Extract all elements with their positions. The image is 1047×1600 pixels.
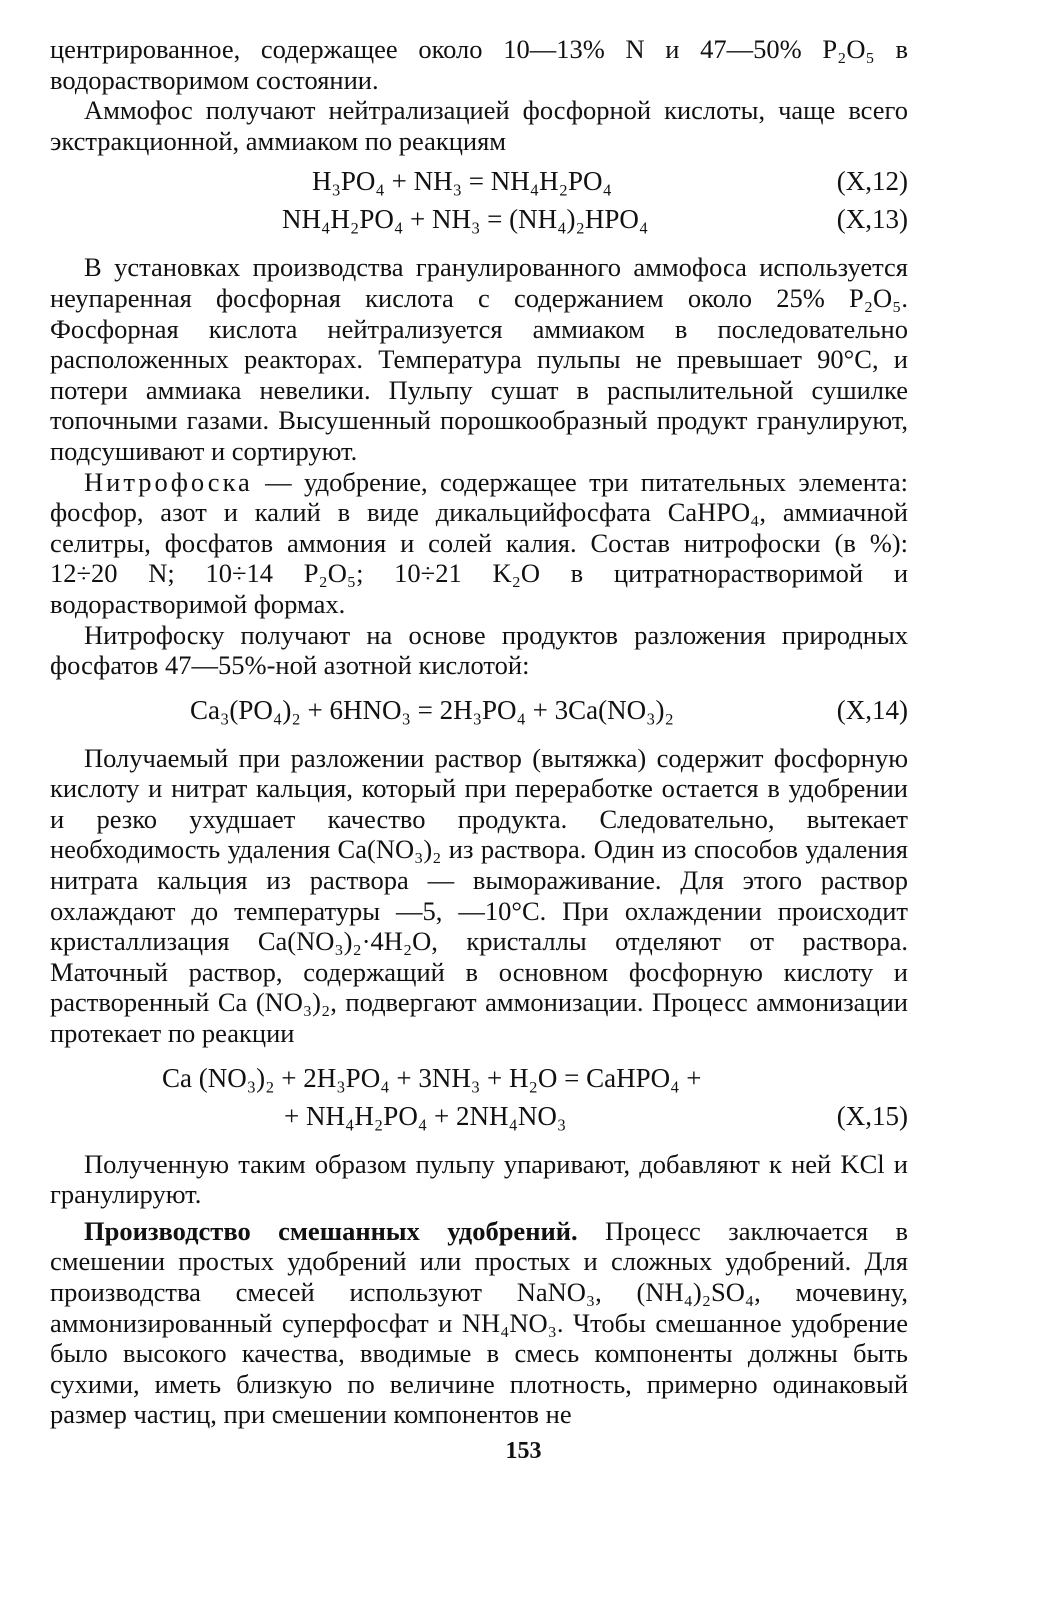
- section-heading: Производство смешанных удобрений.: [84, 1215, 578, 1246]
- equation-number: (X,13): [836, 204, 908, 235]
- equation-x14: [50, 691, 908, 729]
- equation-number: (X,14): [836, 694, 908, 725]
- equation-formula: + NH₄H₂PO₄ + 2NH₄NO₃: [284, 1100, 567, 1131]
- paragraph-mixed-fertilizers: [50, 1216, 908, 1430]
- paragraph-nitrophoska-definition: [50, 467, 908, 620]
- equation-number: (X,12): [836, 166, 908, 197]
- paragraph-continuation: центрированное, содержащее около 10—13% N и 47—50% P₂O₅ в водорастворимом состоянии.: [50, 34, 908, 95]
- paragraph-nitrophoska-production: Нитрофоску получают на основе продуктов разложения природных фосфатов 47—55%-ной азотной кислотой:: [50, 619, 908, 681]
- equation-number: (X,15): [836, 1100, 908, 1131]
- page-body: [50, 34, 908, 1430]
- term-nitrophoska: Нитрофоска: [84, 466, 253, 497]
- equation-formula: NH₄H₂PO₄ + NH₃ = (NH₄)₂HPO₄: [282, 204, 649, 235]
- equation-formula: Ca₃(PO₄)₂ + 6HNO₃ = 2H₃PO₄ + 3Ca(NO₃)₂: [190, 694, 674, 725]
- paragraph-granulation: Полученную таким образом пульпу упаривают, добавляют к ней KCl и гранулируют.: [50, 1148, 908, 1210]
- paragraph-extract-processing: Получаемый при разложении раствор (вытяжка) содержит фосфорную кислоту и нитрат кальция, который при переработке остается в удобрении и резко ухудшает качество продукта. Следовательно, вытекает необходимость удаления Ca(NO₃)₂ из раствора. Один из способов удаления нитрата кальция из раствора — вымораживание. Для этого раствор охлаждают до температуры —5, —10°C. При охлаждении происходит кристаллизация Ca(NO₃)₂·4H₂O, кристаллы отделяют от раствора. Маточный раствор, содержащий в основном фосфорную кислоту и растворенный Ca (NO₃)₂, подвергают аммонизации. Процесс аммонизации протекает по реакции: [50, 742, 908, 1049]
- equation-formula: Ca (NO₃)₂ + 2H₃PO₄ + 3NH₃ + H₂O = CaHPO₄ +: [162, 1062, 702, 1093]
- paragraph-granulated-ammophos: В установках производства гранулированного аммофоса используется неупаренная фосфорная кислота с содержанием около 25% P₂O₅. Фосфорная кислота нейтрализуется аммиаком в последовательно расположенных реакторах. Температура пульпы не превышает 90°C, и потери аммиака невелики. Пульпу сушат в распылительной сушилке топочными газами. Высушенный порошкообразный продукт гранулируют, подсушивают и сортируют.: [50, 252, 908, 466]
- equation-x15-line2: [50, 1097, 908, 1135]
- definition-text: — удобрение, содержащее три питательных элемента: фосфор, азот и калий в виде дикальцийфосфата CaHPO₄, аммиачной селитры, фосфатов аммония и солей калия. Состав нитрофоски (в %): 12÷20 N; 10÷14 P₂O₅; 10÷21 K₂O в цитратнорастворимой и водорастворимой формах.: [50, 466, 908, 619]
- equation-x13: [50, 200, 908, 238]
- page-number: 153: [505, 1438, 542, 1464]
- equation-x15-line1: [50, 1059, 908, 1097]
- section-text: Процесс заключается в смешении простых удобрений или простых и сложных удобрений. Для производства смесей используют NaNO₃, (NH₄)₂SO₄, мочевину, аммонизированный суперфосфат и NH₄NO₃. Чтобы смешанное удобрение было высокого качества, вводимые в смесь компоненты должны быть сухими, иметь близкую по величине плотность, примерно одинаковый размер частиц, при смешении компонентов не: [50, 1215, 908, 1430]
- equation-formula: H₃PO₄ + NH₃ = NH₄H₂PO₄: [312, 166, 612, 197]
- equation-x12: [50, 162, 908, 200]
- paragraph-ammophos-production: Аммофос получают нейтрализацией фосфорной кислоты, чаще всего экстракционной, аммиаком по реакциям: [50, 95, 908, 156]
